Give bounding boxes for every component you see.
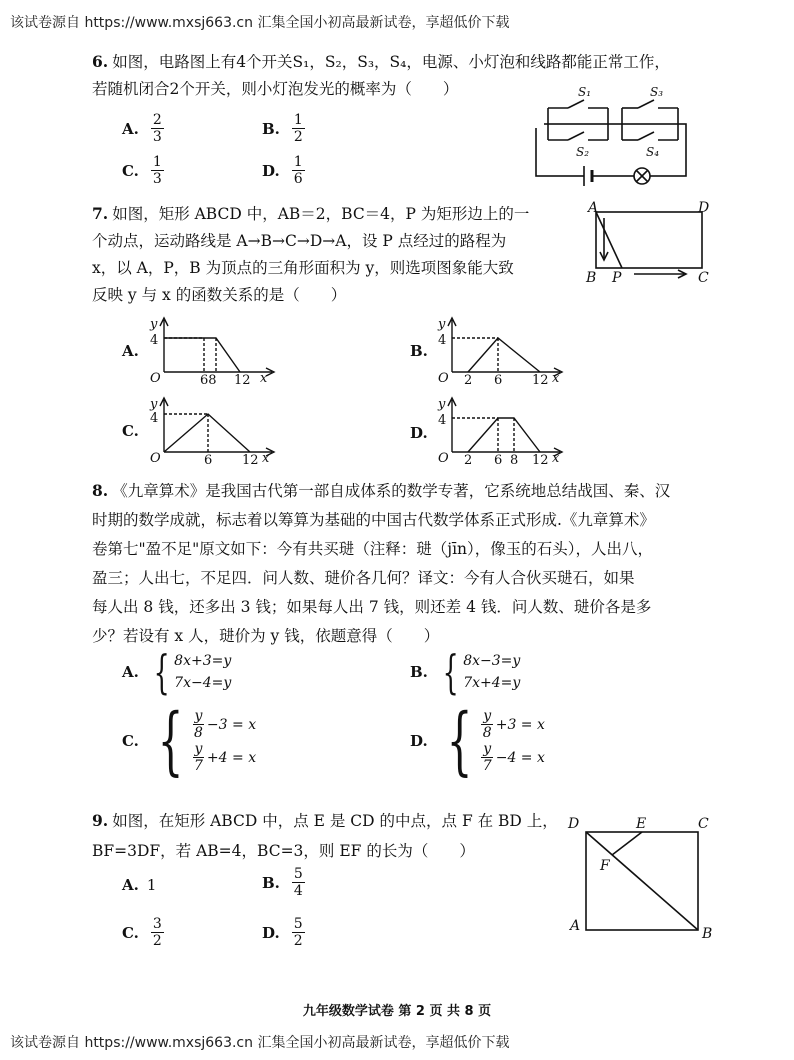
question-number: 8. bbox=[92, 481, 109, 500]
question-text: 如图，矩形 ABCD 中，AB＝2，BC＝4，P 为矩形边上的一 bbox=[112, 205, 530, 223]
label-s2: S₂ bbox=[576, 145, 590, 159]
option-d: D. bbox=[410, 424, 428, 442]
question-number: 9. bbox=[92, 811, 109, 830]
option-d: D. { $\frac{y}{8}$ +3 = x $\frac{y}{7}$ −4 = x bbox=[410, 698, 545, 784]
option-c: C. bbox=[122, 422, 139, 440]
svg-text:6: 6 bbox=[494, 373, 503, 386]
question-text: 如图，在矩形 ABCD 中，点 E 是 CD 的中点，点 F 在 BD 上， bbox=[112, 812, 558, 830]
graph-a bbox=[144, 314, 284, 386]
watermark-top: 该试卷源自 https://www.mxsj663.cn 汇集全国小初高最新试卷，享超低价下载 bbox=[10, 15, 510, 31]
question-text: 《九章算术》是我国古代第一部自成体系的数学专著，它系统地总结战国、秦、汉 bbox=[112, 482, 671, 500]
svg-text:4: 4 bbox=[150, 411, 159, 426]
svg-text:O: O bbox=[438, 451, 449, 466]
svg-text:6: 6 bbox=[494, 453, 503, 466]
question-text: 个动点，运动路线是 A→B→C→D→A，设 P 点经过的路程为 bbox=[92, 232, 507, 250]
svg-text:y: y bbox=[150, 317, 158, 332]
svg-text:8: 8 bbox=[510, 453, 519, 466]
label-s4: S₄ bbox=[646, 145, 660, 159]
rectangle-figure bbox=[582, 198, 722, 290]
fraction: $\frac{1}{3}$ bbox=[152, 154, 162, 187]
question-text: 少？若设有 x 人，琎价为 y 钱，依题意得（ ） bbox=[92, 627, 440, 645]
option-b: B. $\frac{5}{4}$ bbox=[262, 866, 303, 899]
question-text: 如图，电路图上有4个开关S₁，S₂，S₃，S₄，电源、小灯泡和线路都能正常工作， bbox=[112, 53, 670, 71]
label-c: C bbox=[698, 816, 709, 832]
svg-text:2: 2 bbox=[464, 373, 473, 386]
label-s3: S₃ bbox=[650, 85, 664, 99]
option-b: B. { 8x−3=y 7x+4=y bbox=[410, 645, 521, 699]
watermark-bottom: 该试卷源自 https://www.mxsj663.cn 汇集全国小初高最新试卷，享超低价下载 bbox=[10, 1035, 510, 1051]
question-8 bbox=[92, 476, 670, 651]
label-e: E bbox=[636, 816, 647, 832]
svg-text:y: y bbox=[438, 317, 446, 332]
label-a: A bbox=[570, 918, 581, 934]
fraction: $\frac{1}{6}$ bbox=[293, 154, 303, 187]
svg-text:O: O bbox=[438, 371, 449, 386]
svg-text:y: y bbox=[438, 397, 446, 412]
label-p: P bbox=[612, 270, 622, 286]
question-text: 卷第七"盈不足"原文如下：今有共买琎（注释：琎（jīn），像玉的石头），人出八， bbox=[92, 540, 654, 558]
question-text: 每人出 8 钱，还多出 3 钱；如果每人出 7 钱，则还差 4 钱．问人数、琎价各是多 bbox=[92, 598, 652, 616]
svg-text:12: 12 bbox=[532, 373, 549, 386]
question-number: 6. bbox=[92, 52, 109, 71]
label-d: D bbox=[568, 816, 580, 832]
option-b: B. bbox=[410, 342, 428, 360]
fraction: $\frac{1}{2}$ bbox=[293, 112, 303, 145]
question-7 bbox=[92, 200, 529, 309]
svg-text:x: x bbox=[552, 451, 560, 466]
graph-c bbox=[144, 394, 284, 466]
option-c: C. $\frac{1}{3}$ bbox=[122, 154, 162, 187]
option-b: B. $\frac{1}{2}$ bbox=[262, 112, 303, 145]
svg-text:12: 12 bbox=[242, 453, 259, 466]
question-text: BF=3DF，若 AB=4，BC=3，则 EF 的长为（ ） bbox=[92, 842, 475, 860]
graph-d bbox=[432, 394, 572, 466]
svg-text:y: y bbox=[150, 397, 158, 412]
question-9 bbox=[92, 806, 558, 866]
question-text: 反映 y 与 x 的函数关系的是（ ） bbox=[92, 286, 347, 304]
option-a: A. bbox=[122, 342, 139, 360]
fraction: $\frac{2}{3}$ bbox=[152, 112, 162, 145]
label-f: F bbox=[600, 858, 610, 874]
graph-b bbox=[432, 314, 572, 386]
svg-text:4: 4 bbox=[438, 333, 447, 348]
option-a: A. { 8x+3=y 7x−4=y bbox=[122, 645, 232, 699]
label-d: D bbox=[698, 200, 710, 216]
circuit-diagram bbox=[530, 84, 700, 190]
label-s1: S₁ bbox=[578, 85, 592, 99]
svg-text:x: x bbox=[262, 451, 270, 466]
label-b: B bbox=[702, 926, 713, 942]
question-text: 若随机闭合2个开关，则小灯泡发光的概率为（ ） bbox=[92, 80, 459, 98]
svg-text:O: O bbox=[150, 451, 161, 466]
label-b: B bbox=[586, 270, 597, 286]
page-footer: 九年级数学试卷 第 2 页 共 8 页 bbox=[302, 1004, 492, 1019]
option-d: D. $\frac{1}{6}$ bbox=[262, 154, 303, 187]
svg-text:x: x bbox=[260, 371, 268, 386]
svg-text:2: 2 bbox=[464, 453, 473, 466]
option-a: A. 1 bbox=[122, 876, 157, 894]
svg-text:4: 4 bbox=[438, 413, 447, 428]
question-text: 时期的数学成就，标志着以筹算为基础的中国古代数学体系正式形成.《九章算术》 bbox=[92, 511, 655, 529]
svg-text:12: 12 bbox=[532, 453, 549, 466]
question-text: 盈三；人出七，不足四．问人数、琎价各几何？译文：今有人合伙买琎石，如果 bbox=[92, 569, 635, 587]
rectangle-diagram bbox=[566, 812, 726, 942]
option-c: C. { $\frac{y}{8}$ −3 = x $\frac{y}{7}$ +4 = x bbox=[122, 698, 257, 784]
svg-text:12: 12 bbox=[234, 373, 251, 386]
svg-text:6: 6 bbox=[204, 453, 213, 466]
option-d: D. $\frac{5}{2}$ bbox=[262, 916, 303, 949]
label-a: A bbox=[588, 200, 599, 216]
question-text: x，以 A，P，B 为顶点的三角形面积为 y，则选项图象能大致 bbox=[92, 259, 514, 277]
svg-text:O: O bbox=[150, 371, 161, 386]
label-c: C bbox=[698, 270, 709, 286]
svg-text:68: 68 bbox=[200, 373, 217, 386]
option-a: A. $\frac{2}{3}$ bbox=[122, 112, 162, 145]
option-c: C. $\frac{3}{2}$ bbox=[122, 916, 162, 949]
question-number: 7. bbox=[92, 204, 109, 223]
svg-text:x: x bbox=[552, 371, 560, 386]
svg-text:4: 4 bbox=[150, 333, 159, 348]
